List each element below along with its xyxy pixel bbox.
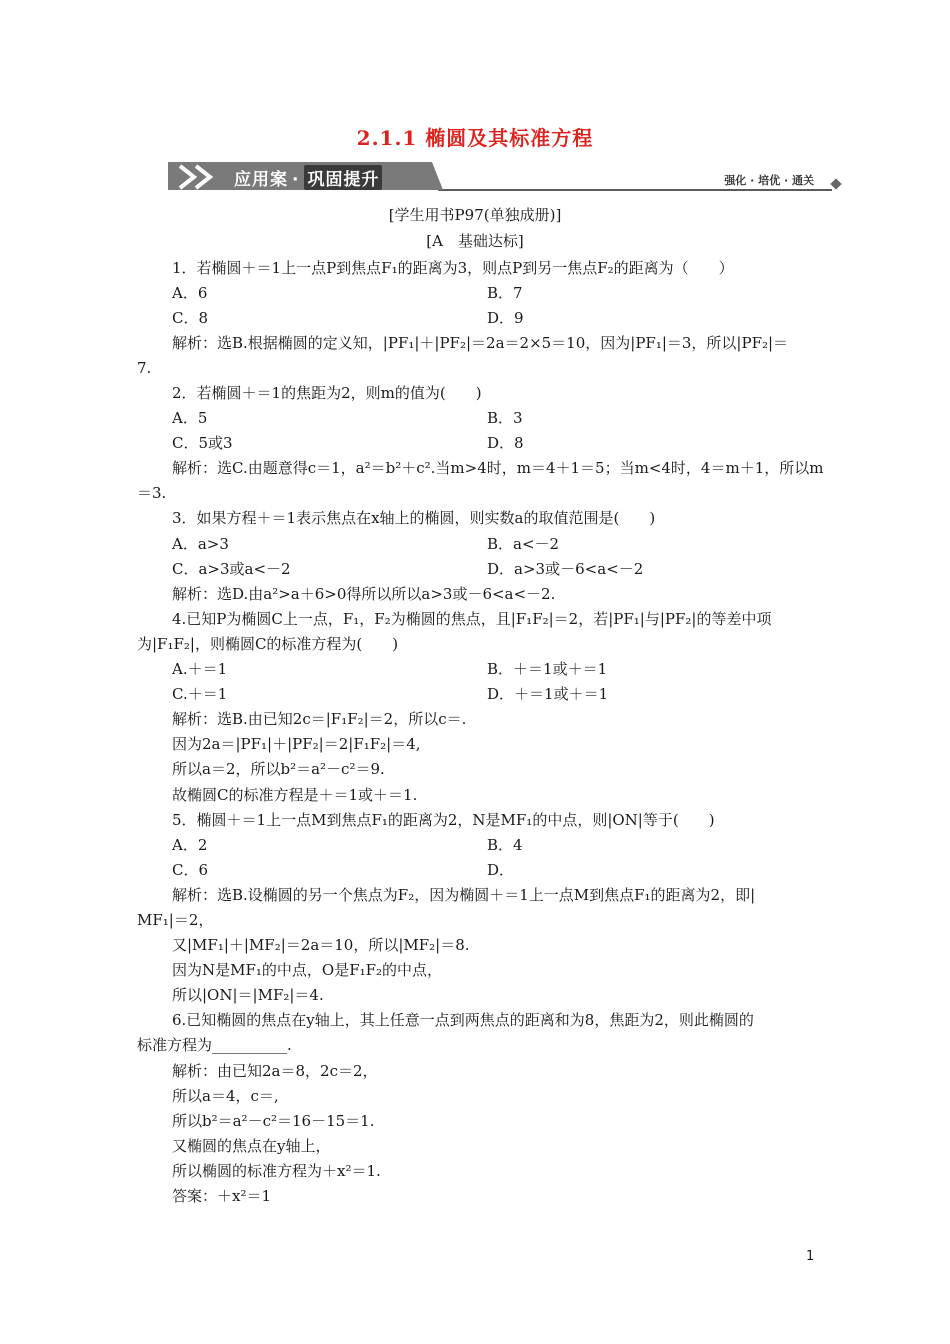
page-title: 2.1.1 椭圆及其标准方程 xyxy=(356,126,594,150)
answer-line: ＝3. xyxy=(137,484,167,502)
banner-separator: · xyxy=(292,170,300,190)
answer-line: 因为N是MF₁的中点，O是F₁F₂的中点， xyxy=(172,961,443,979)
answer-line: 故椭圆C的标准方程是＋＝1或＋＝1. xyxy=(172,786,418,804)
banner-rule xyxy=(438,189,832,191)
banner-right-text: 强化 · 培优 · 通关 xyxy=(724,174,814,187)
option: C．8 xyxy=(172,309,209,327)
answer-line: 解析：选B.由已知2c＝|F₁F₂|＝2，所以c＝. xyxy=(172,710,467,728)
answer-line: 所以a＝2，所以b²＝a²－c²＝9. xyxy=(172,760,385,778)
answer-line: 所以a＝4，c＝, xyxy=(172,1087,279,1105)
banner-label xyxy=(234,165,382,190)
option: D．9 xyxy=(487,309,524,327)
option: B．7 xyxy=(487,284,523,302)
option: D．a>3或－6<a<－2 xyxy=(487,560,644,578)
option: B．3 xyxy=(487,409,523,427)
option: A．6 xyxy=(172,284,208,302)
option: B．a<－2 xyxy=(487,535,560,553)
option: C.＋＝1 xyxy=(172,685,228,703)
question-line: 6.已知椭圆的焦点在y轴上，其上任意一点到两焦点的距离和为8，焦距为2，则此椭圆的 xyxy=(172,1011,754,1029)
question-line: 5．椭圆＋＝1上一点M到焦点F₁的距离为2，N是MF₁的中点，则|ON|等于( ) xyxy=(172,811,715,829)
option: A．5 xyxy=(172,409,208,427)
answer-line: 解析：选D.由a²>a＋6>0得所以所以a>3或－6<a<－2. xyxy=(172,585,556,603)
final-answer: 答案：＋x²＝1 xyxy=(172,1187,272,1205)
answer-line: 解析：选C.由题意得c＝1，a²＝b²＋c².当m>4时，m＝4＋1＝5；当m<4时，4＝m＋1，所以m xyxy=(172,459,824,477)
answer-line: MF₁|＝2， xyxy=(137,911,214,929)
question-line: 为|F₁F₂|，则椭圆C的标准方程为( ) xyxy=(137,635,399,653)
chevron-arrows-icon xyxy=(174,164,230,190)
section-heading: [A 基础达标] xyxy=(426,232,524,250)
question-line: 4.已知P为椭圆C上一点，F₁，F₂为椭圆的焦点，且|F₁F₂|＝2，若|PF₁|与|PF₂|的等差中项 xyxy=(172,610,772,628)
banner-label-part2: 巩固提升 xyxy=(304,165,382,190)
book-reference: [学生用书P97(单独成册)] xyxy=(388,206,562,224)
option: C．5或3 xyxy=(172,434,233,452)
question-line: 标准方程为__________. xyxy=(137,1036,292,1054)
question-line: 3．如果方程＋＝1表示焦点在x轴上的椭圆，则实数a的取值范围是( ) xyxy=(172,509,656,527)
option: C．6 xyxy=(172,861,209,879)
option: A.＋＝1 xyxy=(172,660,228,678)
banner-label-part1: 应用案 xyxy=(234,170,288,190)
answer-line: 所以b²＝a²－c²＝16－15＝1. xyxy=(172,1112,375,1130)
option: B．4 xyxy=(487,836,523,854)
question-line: 2．若椭圆＋＝1的焦距为2，则m的值为( ) xyxy=(172,384,482,402)
diamond-icon xyxy=(830,178,841,189)
answer-line: 所以椭圆的标准方程为＋x²＝1. xyxy=(172,1162,381,1180)
question-line: 1．若椭圆＋＝1上一点P到焦点F₁的距离为3，则点P到另一焦点F₂的距离为（ ） xyxy=(172,259,734,277)
section-banner xyxy=(168,162,840,194)
answer-line: 解析：选B.设椭圆的另一个焦点为F₂，因为椭圆＋＝1上一点M到焦点F₁的距离为2，即| xyxy=(172,886,756,904)
answer-line: 7. xyxy=(137,359,152,377)
option: C．a>3或a<－2 xyxy=(172,560,291,578)
option: D． xyxy=(487,861,515,879)
answer-line: 所以|ON|＝|MF₂|＝4. xyxy=(172,986,324,1004)
answer-line: 解析：由已知2a＝8，2c＝2， xyxy=(172,1062,378,1080)
option: B．＋＝1或＋＝1 xyxy=(487,660,608,678)
option: A．2 xyxy=(172,836,208,854)
option: A．a>3 xyxy=(172,535,229,553)
option: D．8 xyxy=(487,434,524,452)
answer-line: 又|MF₁|＋|MF₂|＝2a＝10，所以|MF₂|＝8. xyxy=(172,936,470,954)
answer-line: 又椭圆的焦点在y轴上， xyxy=(172,1137,331,1155)
answer-line: 因为2a＝|PF₁|＋|PF₂|＝2|F₁F₂|＝4, xyxy=(172,735,421,753)
answer-line: 解析：选B.根据椭圆的定义知，|PF₁|＋|PF₂|＝2a＝2×5＝10，因为|PF₁|＝3，所以|PF₂|＝ xyxy=(172,334,789,352)
option: D．＋＝1或＋＝1 xyxy=(487,685,609,703)
page-number: 1 xyxy=(806,1249,815,1264)
